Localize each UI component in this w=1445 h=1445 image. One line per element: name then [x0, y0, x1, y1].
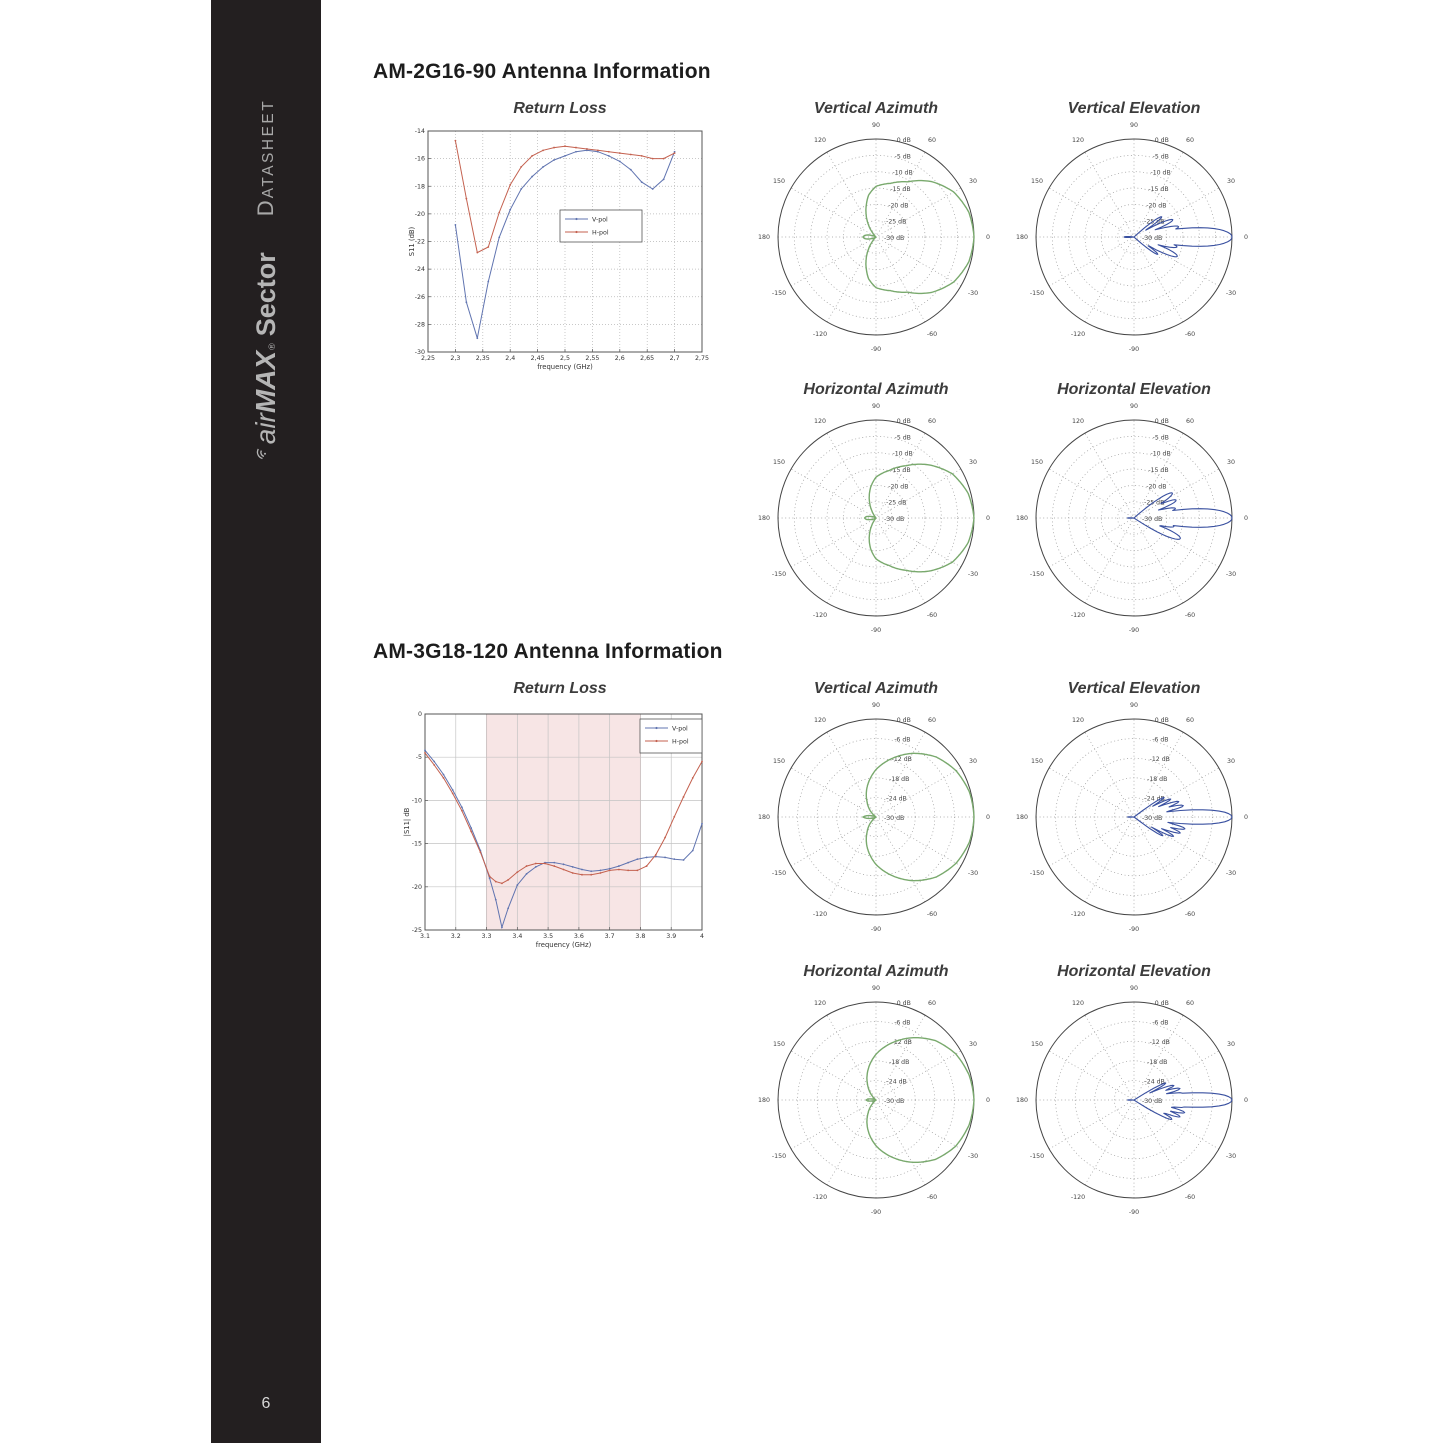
- svg-text:-18: -18: [414, 183, 425, 191]
- brand-air: air: [250, 413, 281, 445]
- svg-text:-16: -16: [414, 155, 425, 163]
- svg-text:-18 dB: -18 dB: [1147, 775, 1168, 783]
- svg-text:120: 120: [1071, 418, 1085, 426]
- svg-text:0 dB: 0 dB: [1154, 418, 1169, 425]
- svg-text:H-pol: H-pol: [672, 738, 689, 746]
- svg-text:0 dB: 0 dB: [896, 418, 911, 425]
- horizontal-elevation-polar-1: [999, 383, 1269, 653]
- svg-text:-18 dB: -18 dB: [889, 775, 910, 783]
- svg-text:150: 150: [1030, 178, 1044, 185]
- svg-text:3.9: 3.9: [666, 933, 677, 940]
- svg-text:-20 dB: -20 dB: [1146, 483, 1167, 491]
- svg-text:3.2: 3.2: [450, 933, 461, 940]
- svg-text:-25 dB: -25 dB: [886, 218, 907, 226]
- svg-text:-120: -120: [812, 1193, 828, 1201]
- datasheet-label: [253, 99, 279, 216]
- svg-text:-30: -30: [967, 290, 979, 297]
- svg-text:-30 dB: -30 dB: [1142, 516, 1163, 523]
- return-loss-chart-2: [400, 705, 715, 950]
- svg-text:-150: -150: [771, 870, 787, 877]
- svg-text:0: 0: [985, 814, 991, 821]
- svg-text:-90: -90: [1128, 1209, 1140, 1216]
- svg-text:2,45: 2,45: [530, 355, 545, 362]
- svg-text:-30 dB: -30 dB: [884, 235, 905, 242]
- svg-text:-10 dB: -10 dB: [1150, 450, 1171, 458]
- svg-text:-24 dB: -24 dB: [1144, 795, 1165, 803]
- svg-text:120: 120: [813, 418, 827, 426]
- svg-text:-24 dB: -24 dB: [886, 795, 907, 803]
- svg-text:60: 60: [927, 1000, 937, 1008]
- svg-text:0: 0: [1243, 1097, 1249, 1104]
- svg-text:frequency (GHz): frequency (GHz): [537, 363, 593, 371]
- svg-text:30: 30: [968, 459, 978, 466]
- svg-text:-30: -30: [1225, 870, 1237, 877]
- svg-text:frequency (GHz): frequency (GHz): [535, 941, 592, 949]
- svg-text:90: 90: [871, 985, 881, 992]
- svg-text:-6 dB: -6 dB: [1152, 736, 1169, 744]
- svg-text:-60: -60: [1184, 330, 1196, 338]
- svg-text:-15: -15: [411, 840, 422, 848]
- datasheet-rest: ATASHEET: [260, 98, 277, 199]
- horizontal-azimuth-polar-1: [741, 383, 1011, 653]
- svg-text:-150: -150: [771, 290, 787, 297]
- svg-text:-12 dB: -12 dB: [1149, 756, 1170, 764]
- svg-text:60: 60: [1185, 1000, 1195, 1008]
- svg-text:2,7: 2,7: [669, 355, 680, 362]
- svg-text:-150: -150: [1029, 571, 1045, 578]
- svg-text:-6 dB: -6 dB: [894, 736, 911, 744]
- svg-text:120: 120: [813, 1000, 827, 1008]
- vertical-elevation-title-1: Vertical Elevation: [1067, 100, 1201, 117]
- svg-text:S11 (dB): S11 (dB): [408, 226, 416, 257]
- svg-text:-15 dB: -15 dB: [890, 186, 911, 193]
- svg-text:3.5: 3.5: [543, 933, 554, 940]
- section-title-am-3g18-120: AM-3G18-120 Antenna Information: [373, 640, 723, 663]
- svg-text:-24 dB: -24 dB: [886, 1078, 907, 1086]
- svg-text:-60: -60: [926, 611, 938, 619]
- svg-text:60: 60: [1185, 137, 1195, 145]
- svg-text:3.6: 3.6: [573, 933, 584, 940]
- svg-text:-30: -30: [414, 349, 425, 356]
- svg-text:-25 dB: -25 dB: [1144, 499, 1165, 507]
- svg-text:3.8: 3.8: [635, 933, 646, 940]
- vertical-azimuth-polar-2: [741, 682, 1011, 952]
- svg-text:-30 dB: -30 dB: [1142, 235, 1163, 242]
- svg-text:-120: -120: [1070, 611, 1086, 619]
- vertical-azimuth-polar-1: [741, 102, 1011, 372]
- brand-product: Sector: [251, 252, 281, 337]
- svg-text:-26: -26: [414, 293, 425, 301]
- svg-text:-60: -60: [926, 1193, 938, 1201]
- svg-text:-20 dB: -20 dB: [888, 483, 909, 491]
- svg-text:0 dB: 0 dB: [1154, 1000, 1169, 1007]
- svg-text:-120: -120: [812, 330, 828, 338]
- svg-text:90: 90: [871, 702, 881, 709]
- svg-text:-150: -150: [771, 1153, 787, 1160]
- svg-text:180: 180: [757, 234, 771, 241]
- svg-text:-150: -150: [1029, 870, 1045, 877]
- svg-text:-150: -150: [771, 571, 787, 578]
- svg-text:|S11| dB: |S11| dB: [403, 807, 411, 837]
- svg-text:-30 dB: -30 dB: [884, 815, 905, 822]
- svg-text:120: 120: [1071, 137, 1085, 145]
- registered-mark: ®: [267, 343, 277, 350]
- svg-text:-25 dB: -25 dB: [886, 499, 907, 507]
- svg-text:H-pol: H-pol: [592, 229, 609, 237]
- svg-text:-60: -60: [1184, 611, 1196, 619]
- svg-text:120: 120: [813, 717, 827, 725]
- svg-text:30: 30: [968, 178, 978, 185]
- vertical-azimuth-title-1: Vertical Azimuth: [813, 100, 939, 117]
- svg-text:-30 dB: -30 dB: [1142, 1098, 1163, 1105]
- svg-text:2,4: 2,4: [505, 355, 516, 362]
- svg-text:0: 0: [1243, 515, 1249, 522]
- svg-text:150: 150: [772, 459, 786, 466]
- svg-text:2,35: 2,35: [475, 355, 490, 362]
- svg-text:60: 60: [927, 137, 937, 145]
- svg-text:-14: -14: [414, 128, 425, 135]
- svg-text:180: 180: [1015, 515, 1029, 522]
- svg-text:3.1: 3.1: [419, 933, 431, 940]
- vertical-elevation-polar-2: [999, 682, 1269, 952]
- svg-text:60: 60: [1185, 717, 1195, 725]
- svg-text:-30: -30: [967, 870, 979, 877]
- svg-text:30: 30: [968, 1041, 978, 1048]
- svg-text:-90: -90: [870, 926, 882, 933]
- svg-text:0: 0: [985, 1097, 991, 1104]
- svg-text:150: 150: [772, 1041, 786, 1048]
- svg-text:60: 60: [927, 418, 937, 426]
- svg-text:-120: -120: [1070, 1193, 1086, 1201]
- svg-text:2,55: 2,55: [585, 355, 600, 362]
- svg-text:0: 0: [1243, 814, 1249, 821]
- svg-text:-18 dB: -18 dB: [889, 1058, 910, 1066]
- vertical-elevation-title-2: Vertical Elevation: [1067, 680, 1201, 697]
- svg-text:30: 30: [968, 758, 978, 765]
- svg-text:180: 180: [1015, 234, 1029, 241]
- svg-text:-90: -90: [870, 1209, 882, 1216]
- vertical-azimuth-title-2: Vertical Azimuth: [813, 680, 939, 697]
- svg-text:2,5: 2,5: [559, 355, 571, 362]
- sidebar-rotated-text: [211, 100, 321, 460]
- svg-text:30: 30: [1226, 459, 1236, 466]
- svg-text:-60: -60: [1184, 910, 1196, 918]
- svg-text:180: 180: [757, 515, 771, 522]
- svg-text:-10 dB: -10 dB: [892, 450, 913, 458]
- svg-text:0: 0: [1243, 234, 1249, 241]
- svg-text:-90: -90: [870, 346, 882, 353]
- svg-text:-28: -28: [414, 321, 425, 329]
- svg-text:-150: -150: [1029, 290, 1045, 297]
- svg-text:30: 30: [1226, 758, 1236, 765]
- svg-text:-60: -60: [1184, 1193, 1196, 1201]
- svg-text:-15 dB: -15 dB: [1148, 186, 1169, 193]
- svg-text:3.4: 3.4: [512, 933, 523, 940]
- svg-text:-5 dB: -5 dB: [1152, 434, 1169, 442]
- svg-text:-30: -30: [967, 1153, 979, 1160]
- svg-text:-30: -30: [967, 571, 979, 578]
- svg-text:180: 180: [1015, 814, 1029, 821]
- horizontal-elevation-polar-2: [999, 965, 1269, 1235]
- brand-max: MAX: [250, 350, 281, 414]
- svg-text:90: 90: [1129, 403, 1139, 410]
- svg-text:0 dB: 0 dB: [896, 717, 911, 724]
- svg-text:0 dB: 0 dB: [1154, 137, 1169, 144]
- svg-text:2,75: 2,75: [694, 355, 710, 362]
- svg-text:0 dB: 0 dB: [896, 137, 911, 144]
- svg-text:-30: -30: [1225, 571, 1237, 578]
- svg-text:150: 150: [772, 758, 786, 765]
- svg-text:2,3: 2,3: [450, 355, 461, 362]
- svg-text:V-pol: V-pol: [672, 725, 688, 733]
- section-title-am-2g16-90: AM-2G16-90 Antenna Information: [373, 60, 711, 83]
- horizontal-azimuth-title-2: Horizontal Azimuth: [803, 963, 949, 980]
- svg-text:-60: -60: [926, 330, 938, 338]
- svg-text:-20: -20: [414, 210, 425, 218]
- svg-text:120: 120: [1071, 717, 1085, 725]
- svg-text:120: 120: [813, 137, 827, 145]
- svg-text:-20 dB: -20 dB: [888, 202, 909, 210]
- svg-text:V-pol: V-pol: [592, 216, 608, 224]
- svg-text:180: 180: [757, 1097, 771, 1104]
- airmax-logo-icon: [253, 446, 271, 461]
- svg-text:-25 dB: -25 dB: [1144, 218, 1165, 226]
- svg-text:0: 0: [417, 711, 422, 718]
- svg-text:60: 60: [927, 717, 937, 725]
- svg-text:-120: -120: [1070, 910, 1086, 918]
- horizontal-elevation-title-2: Horizontal Elevation: [1057, 963, 1211, 980]
- svg-text:120: 120: [1071, 1000, 1085, 1008]
- svg-text:90: 90: [1129, 985, 1139, 992]
- svg-text:-15 dB: -15 dB: [1148, 467, 1169, 474]
- svg-text:-10: -10: [411, 797, 422, 805]
- svg-text:30: 30: [1226, 1041, 1236, 1048]
- svg-text:90: 90: [871, 403, 881, 410]
- svg-text:-30 dB: -30 dB: [1142, 815, 1163, 822]
- svg-text:-24 dB: -24 dB: [1144, 1078, 1165, 1086]
- svg-text:-120: -120: [812, 910, 828, 918]
- vertical-elevation-polar-1: [999, 102, 1269, 372]
- svg-text:-20: -20: [411, 883, 422, 891]
- svg-text:0: 0: [985, 515, 991, 522]
- svg-text:-60: -60: [926, 910, 938, 918]
- svg-text:-22: -22: [414, 238, 425, 246]
- svg-text:-12 dB: -12 dB: [1149, 1039, 1170, 1047]
- svg-text:-5 dB: -5 dB: [894, 153, 911, 161]
- svg-text:4: 4: [699, 933, 705, 940]
- svg-text:-90: -90: [1128, 926, 1140, 933]
- svg-text:-20 dB: -20 dB: [1146, 202, 1167, 210]
- svg-text:2,25: 2,25: [420, 355, 436, 362]
- return-loss-title-1: Return Loss: [513, 100, 607, 117]
- svg-text:-18 dB: -18 dB: [1147, 1058, 1168, 1066]
- svg-text:150: 150: [772, 178, 786, 185]
- svg-text:-150: -150: [1029, 1153, 1045, 1160]
- svg-text:-5 dB: -5 dB: [894, 434, 911, 442]
- return-loss-title-2: Return Loss: [513, 680, 607, 697]
- svg-text:-120: -120: [812, 611, 828, 619]
- page-number: 6: [261, 1395, 271, 1412]
- svg-text:-12 dB: -12 dB: [891, 1039, 912, 1047]
- horizontal-azimuth-title-1: Horizontal Azimuth: [803, 381, 949, 398]
- svg-text:180: 180: [1015, 1097, 1029, 1104]
- sidebar-brand-bar: [211, 0, 321, 1443]
- svg-text:-5 dB: -5 dB: [1152, 153, 1169, 161]
- svg-text:-12 dB: -12 dB: [891, 756, 912, 764]
- svg-text:2,6: 2,6: [614, 355, 625, 362]
- svg-text:0 dB: 0 dB: [1154, 717, 1169, 724]
- svg-text:90: 90: [1129, 702, 1139, 709]
- return-loss-chart-1: [405, 125, 715, 375]
- svg-text:-5: -5: [415, 754, 422, 762]
- svg-text:3.7: 3.7: [604, 933, 615, 940]
- svg-text:90: 90: [871, 122, 881, 129]
- svg-text:-25: -25: [411, 927, 422, 934]
- svg-text:150: 150: [1030, 459, 1044, 466]
- svg-text:180: 180: [757, 814, 771, 821]
- horizontal-azimuth-polar-2: [741, 965, 1011, 1235]
- svg-text:0: 0: [985, 234, 991, 241]
- svg-text:-10 dB: -10 dB: [1150, 169, 1171, 177]
- svg-text:150: 150: [1030, 758, 1044, 765]
- horizontal-elevation-title-1: Horizontal Elevation: [1057, 381, 1211, 398]
- svg-text:-15 dB: -15 dB: [890, 467, 911, 474]
- svg-text:-10 dB: -10 dB: [892, 169, 913, 177]
- svg-text:-6 dB: -6 dB: [894, 1019, 911, 1027]
- svg-text:2,65: 2,65: [640, 355, 655, 362]
- svg-text:-30: -30: [1225, 290, 1237, 297]
- svg-text:-24: -24: [414, 266, 425, 274]
- svg-text:90: 90: [1129, 122, 1139, 129]
- svg-text:-6 dB: -6 dB: [1152, 1019, 1169, 1027]
- svg-text:60: 60: [1185, 418, 1195, 426]
- brand-airmax-sector: [250, 252, 282, 461]
- svg-text:-90: -90: [870, 627, 882, 634]
- svg-text:-30: -30: [1225, 1153, 1237, 1160]
- svg-text:-90: -90: [1128, 627, 1140, 634]
- svg-text:30: 30: [1226, 178, 1236, 185]
- svg-text:-90: -90: [1128, 346, 1140, 353]
- svg-text:-30 dB: -30 dB: [884, 516, 905, 523]
- svg-text:0 dB: 0 dB: [896, 1000, 911, 1007]
- svg-text:150: 150: [1030, 1041, 1044, 1048]
- svg-text:-120: -120: [1070, 330, 1086, 338]
- svg-text:-30 dB: -30 dB: [884, 1098, 905, 1105]
- datasheet-initial: D: [253, 198, 278, 217]
- svg-text:3.3: 3.3: [481, 933, 492, 940]
